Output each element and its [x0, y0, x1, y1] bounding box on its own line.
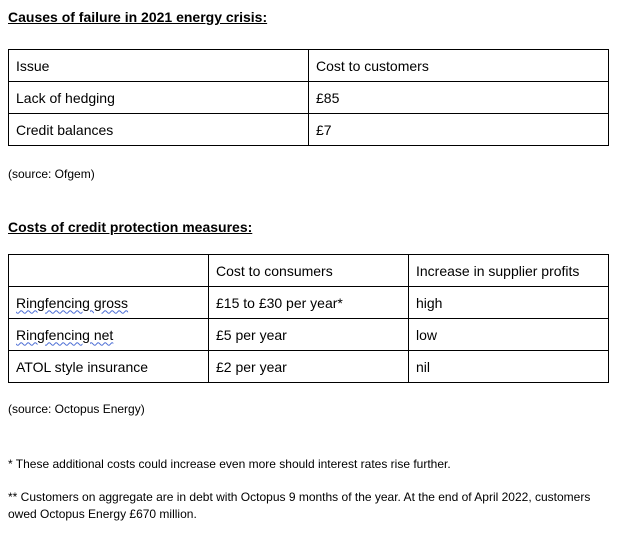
cell-issue: Credit balances: [9, 114, 309, 146]
footnote-customer-debt: ** Customers on aggregate are in debt with Octopus 9 months of the year. At the end of April 2022, customers owed Octopus Energy £670 million.: [8, 490, 591, 521]
cell-cost: £85: [309, 82, 609, 114]
table-row: [9, 319, 609, 351]
header-cell-issue: Issue: [9, 50, 309, 82]
cell-measure: ATOL style insurance: [9, 351, 209, 383]
header-cell-cost-to-customers: Cost to customers: [309, 50, 609, 82]
measure-label: Ringfencing gross: [16, 294, 129, 311]
cell-cost: £5 per year: [209, 319, 409, 351]
footnote-interest-rates: * These additional costs could increase even more should interest rates rise further.: [8, 457, 451, 471]
cell-issue: Lack of hedging: [9, 82, 309, 114]
source-note-ofgem: (source: Ofgem): [8, 167, 95, 181]
table-header-row: [9, 255, 609, 287]
table-header-row: [9, 50, 609, 82]
cell-measure: [9, 287, 209, 319]
cell-cost: £15 to £30 per year*: [209, 287, 409, 319]
causes-of-failure-table: [8, 49, 609, 146]
cell-measure: [9, 319, 209, 351]
cell-cost: £7: [309, 114, 609, 146]
cell-profit-increase: nil: [409, 351, 609, 383]
cell-cost: £2 per year: [209, 351, 409, 383]
section-heading-credit-protection-costs: Costs of credit protection measures:: [8, 219, 253, 235]
table-row: [9, 287, 609, 319]
table-row: [9, 114, 609, 146]
source-note-octopus-energy: (source: Octopus Energy): [8, 402, 145, 416]
header-cell-cost-to-consumers: Cost to consumers: [209, 255, 409, 287]
section-heading-causes-of-failure: Causes of failure in 2021 energy crisis:: [8, 9, 268, 25]
measure-label: Ringfencing net: [16, 326, 114, 343]
table-row: [9, 82, 609, 114]
cell-profit-increase: low: [409, 319, 609, 351]
header-cell-measure: [9, 255, 209, 287]
header-cell-increase-in-supplier-profits: Increase in supplier profits: [409, 255, 609, 287]
table-row: [9, 351, 609, 383]
credit-protection-costs-table: [8, 254, 609, 383]
cell-profit-increase: high: [409, 287, 609, 319]
